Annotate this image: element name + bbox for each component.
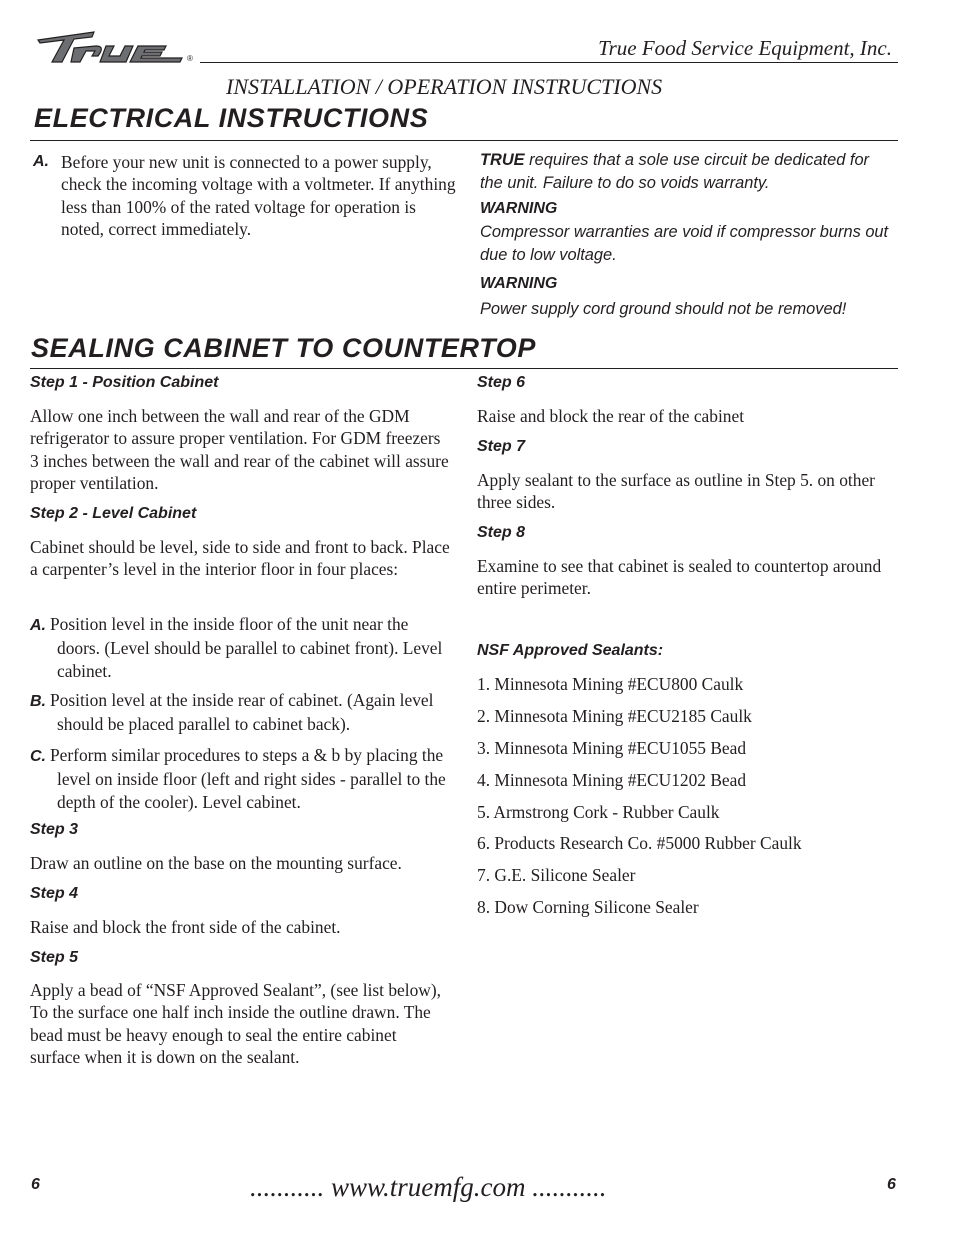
step6-text: Raise and block the rear of the cabinet [477,406,745,426]
step2-heading: Step 2 - Level Cabinet [30,505,197,522]
step7-text: Apply sealant to the surface as outline in Step 5. on other three sides. [477,470,875,513]
step8-heading: Step 8 [477,524,526,541]
document-subtitle: INSTALLATION / OPERATION INSTRUCTIONS [226,74,663,99]
step3-text: Draw an outline on the base on the mounting surface. [30,853,402,873]
step2-item-a-letter: A. [30,617,46,634]
page-number-left: 6 [31,1176,40,1193]
sealant-item: 8. Dow Corning Silicone Sealer [477,897,699,918]
step5-text: Apply a bead of “NSF Approved Sealant”, (see list below), To the surface one half inch inside the outline drawn. The bead must be heavy enough to seal the entire cabinet surface when it is down on the sealant. [30,980,441,1067]
sealant-item: 2. Minnesota Mining #ECU2185 Caulk [477,705,752,726]
header-rule [200,62,898,63]
step3-heading: Step 3 [30,821,79,838]
true-circuit-note [480,149,890,195]
warning-text-2: Power supply cord ground should not be removed! [480,300,847,318]
warning-heading-2: WARNING [480,275,558,292]
step2-item-c-letter: C. [30,748,46,765]
true-bold-label: TRUE [480,151,525,169]
true-logo [34,28,194,70]
step2-item-b-text: Position level at the inside rear of cabinet. (Again level should be placed parallel to cabinet back). [50,690,434,735]
step7-heading: Step 7 [477,438,526,455]
registered-mark: ® [187,54,193,63]
sealant-item: 5. Armstrong Cork - Rubber Caulk [477,801,720,822]
sealing-rule [30,368,898,369]
sealing-section-title: SEALING CABINET TO COUNTERTOP [31,333,536,363]
footer-website: ........... www.truemfg.com ........... [250,1172,607,1202]
step2-item-a-text: Position level in the inside floor of the unit near the doors. (Level should be parallel to cabinet front). Level cabinet. [50,614,443,681]
step2-item-a [30,613,450,682]
step4-text: Raise and block the front side of the cabinet. [30,917,341,937]
nsf-sealants-heading: NSF Approved Sealants: [477,642,664,659]
electrical-item-a-letter: A. [33,153,49,170]
step2-text: Cabinet should be level, side to side and front to back. Place a carpenter’s level in the interior floor in four places: [30,537,450,580]
sealant-item: 6. Products Research Co. #5000 Rubber Caulk [477,833,802,854]
sealant-item: 7. G.E. Silicone Sealer [477,865,636,886]
warning-heading-1: WARNING [480,200,558,217]
step5-heading: Step 5 [30,949,79,966]
sealant-item: 1. Minnesota Mining #ECU800 Caulk [477,674,744,694]
electrical-rule [30,140,898,141]
step6-heading: Step 6 [477,374,526,391]
electrical-item-a-text: Before your new unit is connected to a power supply, check the incoming voltage with a voltmeter. If anything less than 100% of the rated voltage for operation is noted, correct immediately. [61,152,456,239]
true-note-text: requires that a sole use circuit be dedicated for the unit. Failure to do so voids warranty. [480,151,870,192]
sealant-item: 3. Minnesota Mining #ECU1055 Bead [477,737,747,758]
warning-text-1: Compressor warranties are void if compressor burns out due to low voltage. [480,223,889,264]
step1-text: Allow one inch between the wall and rear of the GDM refrigerator to assure proper ventilation. For GDM freezers 3 inches between the wall and rear of the cabinet will assure proper ventilation. [30,406,449,493]
sealant-list [477,673,902,928]
step1-heading: Step 1 - Position Cabinet [30,374,219,391]
sealant-item: 4. Minnesota Mining #ECU1202 Bead [477,769,747,790]
page-number-right: 6 [887,1176,896,1193]
company-name: True Food Service Equipment, Inc. [598,36,892,60]
electrical-section-title: ELECTRICAL INSTRUCTIONS [34,103,429,133]
step4-heading: Step 4 [30,885,79,902]
step2-item-c [30,744,450,813]
step8-text: Examine to see that cabinet is sealed to countertop around entire perimeter. [477,556,882,599]
step2-item-b-letter: B. [30,693,46,710]
step2-item-b [30,689,450,736]
step2-item-c-text: Perform similar procedures to steps a & b by placing the level on inside floor (left and right sides - parallel to the depth of the cooler). Level cabinet. [50,745,446,812]
